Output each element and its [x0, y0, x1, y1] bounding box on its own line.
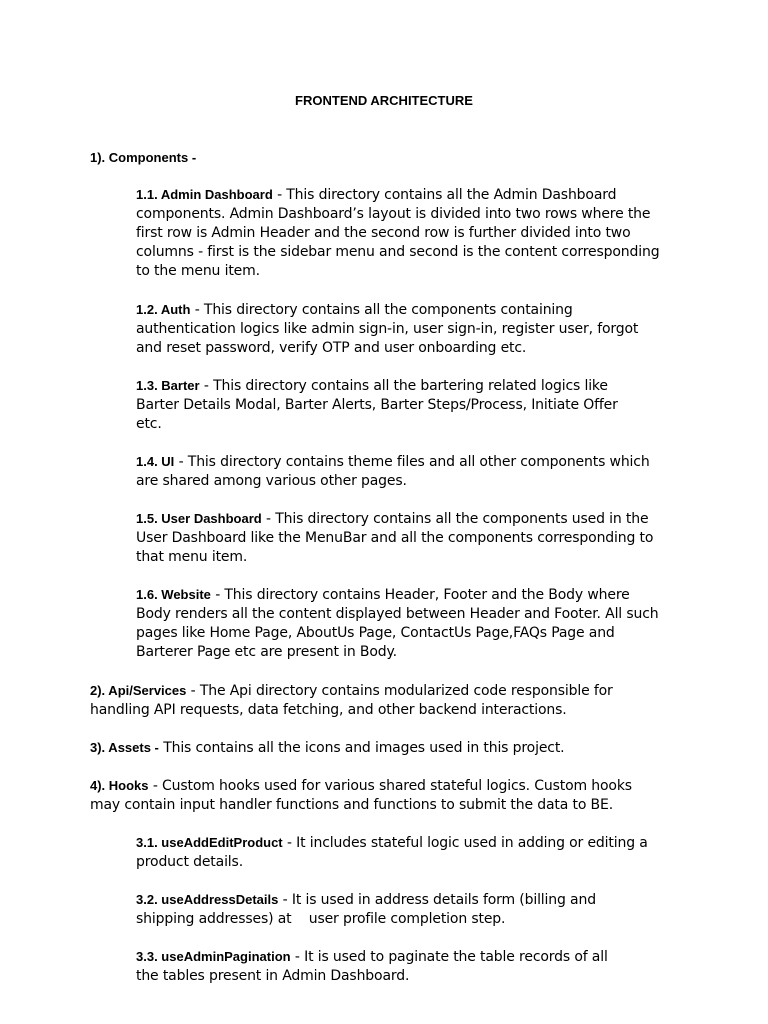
item-text-line: authentication logics like admin sign-in, user sign-in, register user, forgot [136, 321, 639, 337]
section-text-line: This contains all the icons and images used in this project. [158, 740, 565, 756]
item-heading: 1.5. User Dashboard [136, 511, 262, 526]
item-auth [136, 300, 671, 358]
item-text-line: are shared among various other pages. [136, 473, 407, 489]
section-text-line: handling API requests, data fetching, and other backend interactions. [90, 702, 567, 718]
section-assets [90, 738, 670, 758]
item-admin-dashboard [136, 185, 671, 281]
item-text-line: - This directory contains all the Admin Dashboard [272, 187, 617, 203]
item-text-line: etc. [136, 416, 162, 432]
section-text-line: - The Api directory contains modularized code responsible for [186, 683, 613, 699]
document-title: FRONTEND ARCHITECTURE [295, 93, 473, 108]
item-text-line: that menu item. [136, 549, 248, 565]
item-text-line: - This directory contains all the components containing [190, 302, 573, 318]
item-heading: 1.6. Website [136, 587, 211, 602]
item-heading: 3.3. useAdminPagination [136, 949, 291, 964]
item-ui [136, 452, 671, 491]
item-text-line: and reset password, verify OTP and user onboarding etc. [136, 340, 527, 356]
item-text-line: the tables present in Admin Dashboard. [136, 968, 410, 984]
item-text-line: shipping addresses) at user profile completion step. [136, 911, 506, 927]
item-heading: 3.2. useAddressDetails [136, 892, 279, 907]
item-text-line: first row is Admin Header and the second row is further divided into two [136, 225, 631, 241]
section-hooks [90, 776, 670, 815]
item-text-line: Body renders all the content displayed between Header and Footer. All such [136, 606, 659, 622]
item-heading: 1.3. Barter [136, 378, 200, 393]
item-text-line: - This directory contains all the components used in the [261, 511, 649, 527]
item-text-line: User Dashboard like the MenuBar and all the components corresponding to [136, 530, 654, 546]
section-components-heading [90, 148, 670, 168]
item-text-line: - It is used to paginate the table records of all [290, 949, 608, 965]
item-heading: 1.2. Auth [136, 302, 191, 317]
item-text-line: product details. [136, 854, 243, 870]
section-text-line: - Custom hooks used for various shared stateful logics. Custom hooks [148, 778, 632, 794]
item-text-line: components. Admin Dashboard’s layout is divided into two rows where the [136, 206, 651, 222]
item-text-line: Barterer Page etc are present in Body. [136, 644, 397, 660]
section-api-services [90, 681, 670, 720]
hook-use-address-details [136, 890, 671, 929]
section-heading: 2). Api/Services [90, 683, 187, 698]
item-barter [136, 376, 671, 434]
item-text-line: - It includes stateful logic used in adding or editing a [282, 835, 648, 851]
item-text-line: - This directory contains all the bartering related logics like [199, 378, 608, 394]
item-text-line: to the menu item. [136, 263, 260, 279]
section-heading: 3). Assets - [90, 740, 159, 755]
hook-use-admin-pagination [136, 947, 671, 986]
item-heading: 1.1. Admin Dashboard [136, 187, 273, 202]
section-text-line: may contain input handler functions and functions to submit the data to BE. [90, 797, 613, 813]
item-text-line: - It is used in address details form (billing and [278, 892, 596, 908]
item-text-line: - This directory contains theme files and all other components which [174, 454, 650, 470]
section-heading: 4). Hooks [90, 778, 149, 793]
item-text-line: - This directory contains Header, Footer and the Body where [210, 587, 630, 603]
item-text-line: columns - first is the sidebar menu and second is the content corresponding [136, 244, 660, 260]
section-heading: 1). Components - [90, 150, 197, 165]
item-user-dashboard [136, 509, 671, 567]
item-heading: 1.4. UI [136, 454, 175, 469]
item-heading: 3.1. useAddEditProduct [136, 835, 283, 850]
item-website [136, 585, 671, 662]
item-text-line: Barter Details Modal, Barter Alerts, Barter Steps/Process, Initiate Offer [136, 397, 618, 413]
item-text-line: pages like Home Page, AboutUs Page, ContactUs Page,FAQs Page and [136, 625, 615, 641]
hook-use-add-edit-product [136, 833, 671, 872]
